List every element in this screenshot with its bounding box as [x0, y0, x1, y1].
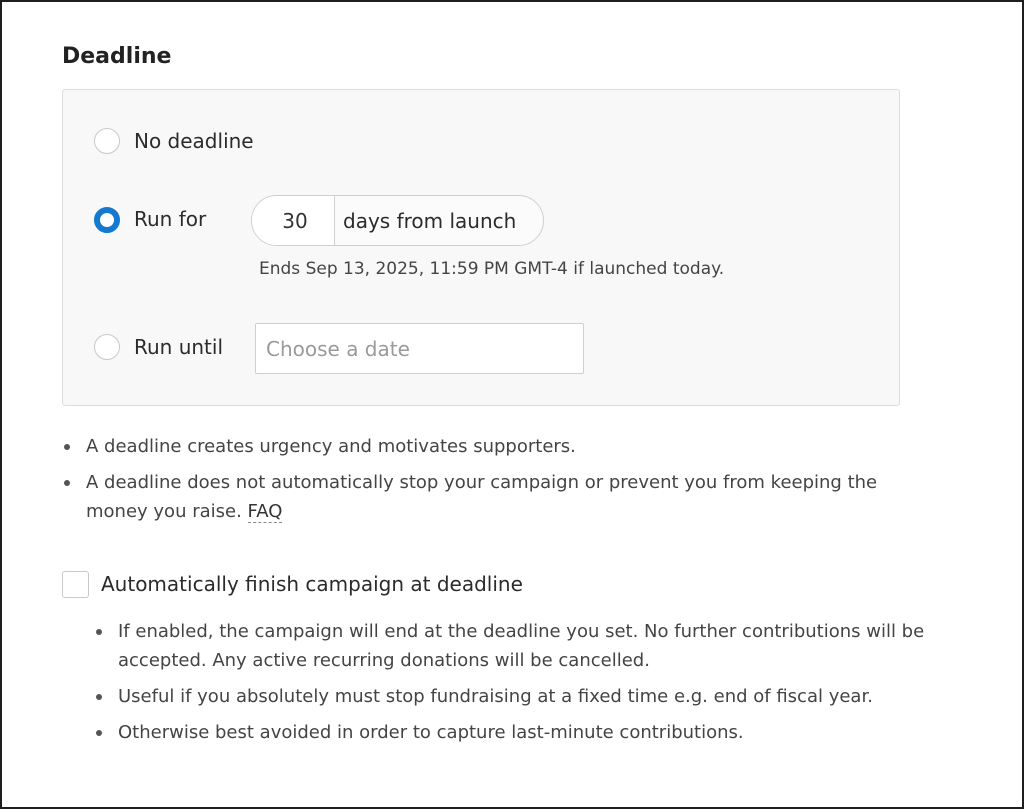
auto-finish-checkbox[interactable]: [62, 571, 89, 598]
section-title: Deadline: [62, 44, 172, 69]
days-input-group: [251, 195, 544, 246]
radio-run-until[interactable]: [94, 334, 120, 360]
auto-finish-label[interactable]: Automatically finish campaign at deadline: [101, 572, 523, 596]
list-item: [62, 432, 902, 461]
list-item: Useful if you absolutely must stop fundraising at a fixed time e.g. end of fiscal year.: [94, 682, 954, 711]
radio-no-deadline[interactable]: [94, 128, 120, 154]
list-item: [62, 468, 902, 526]
days-input[interactable]: [252, 196, 335, 245]
info-urgency-text: A deadline creates urgency and motivates supporters.: [86, 436, 576, 457]
date-input[interactable]: [255, 323, 584, 374]
radio-run-for[interactable]: [94, 207, 120, 233]
label-run-for[interactable]: Run for: [134, 207, 207, 231]
deadline-options-panel: [62, 89, 900, 406]
label-run-until[interactable]: Run until: [134, 335, 224, 359]
days-suffix: days from launch: [343, 208, 517, 233]
ends-note: Ends Sep 13, 2025, 11:59 PM GMT-4 if launched today.: [259, 259, 725, 279]
list-item: If enabled, the campaign will end at the deadline you set. No further contributions will be accepted. Any active recurring donations will be cancelled.: [94, 617, 954, 675]
list-item: Otherwise best avoided in order to capture last-minute contributions.: [94, 718, 954, 747]
label-no-deadline[interactable]: No deadline: [134, 129, 254, 153]
auto-finish-info-list: [94, 617, 954, 754]
faq-link[interactable]: FAQ: [247, 501, 283, 522]
info-not-stop-text: A deadline does not automatically stop your campaign or prevent you from keeping the money you raise.: [86, 472, 878, 522]
deadline-info-list: [62, 432, 902, 533]
